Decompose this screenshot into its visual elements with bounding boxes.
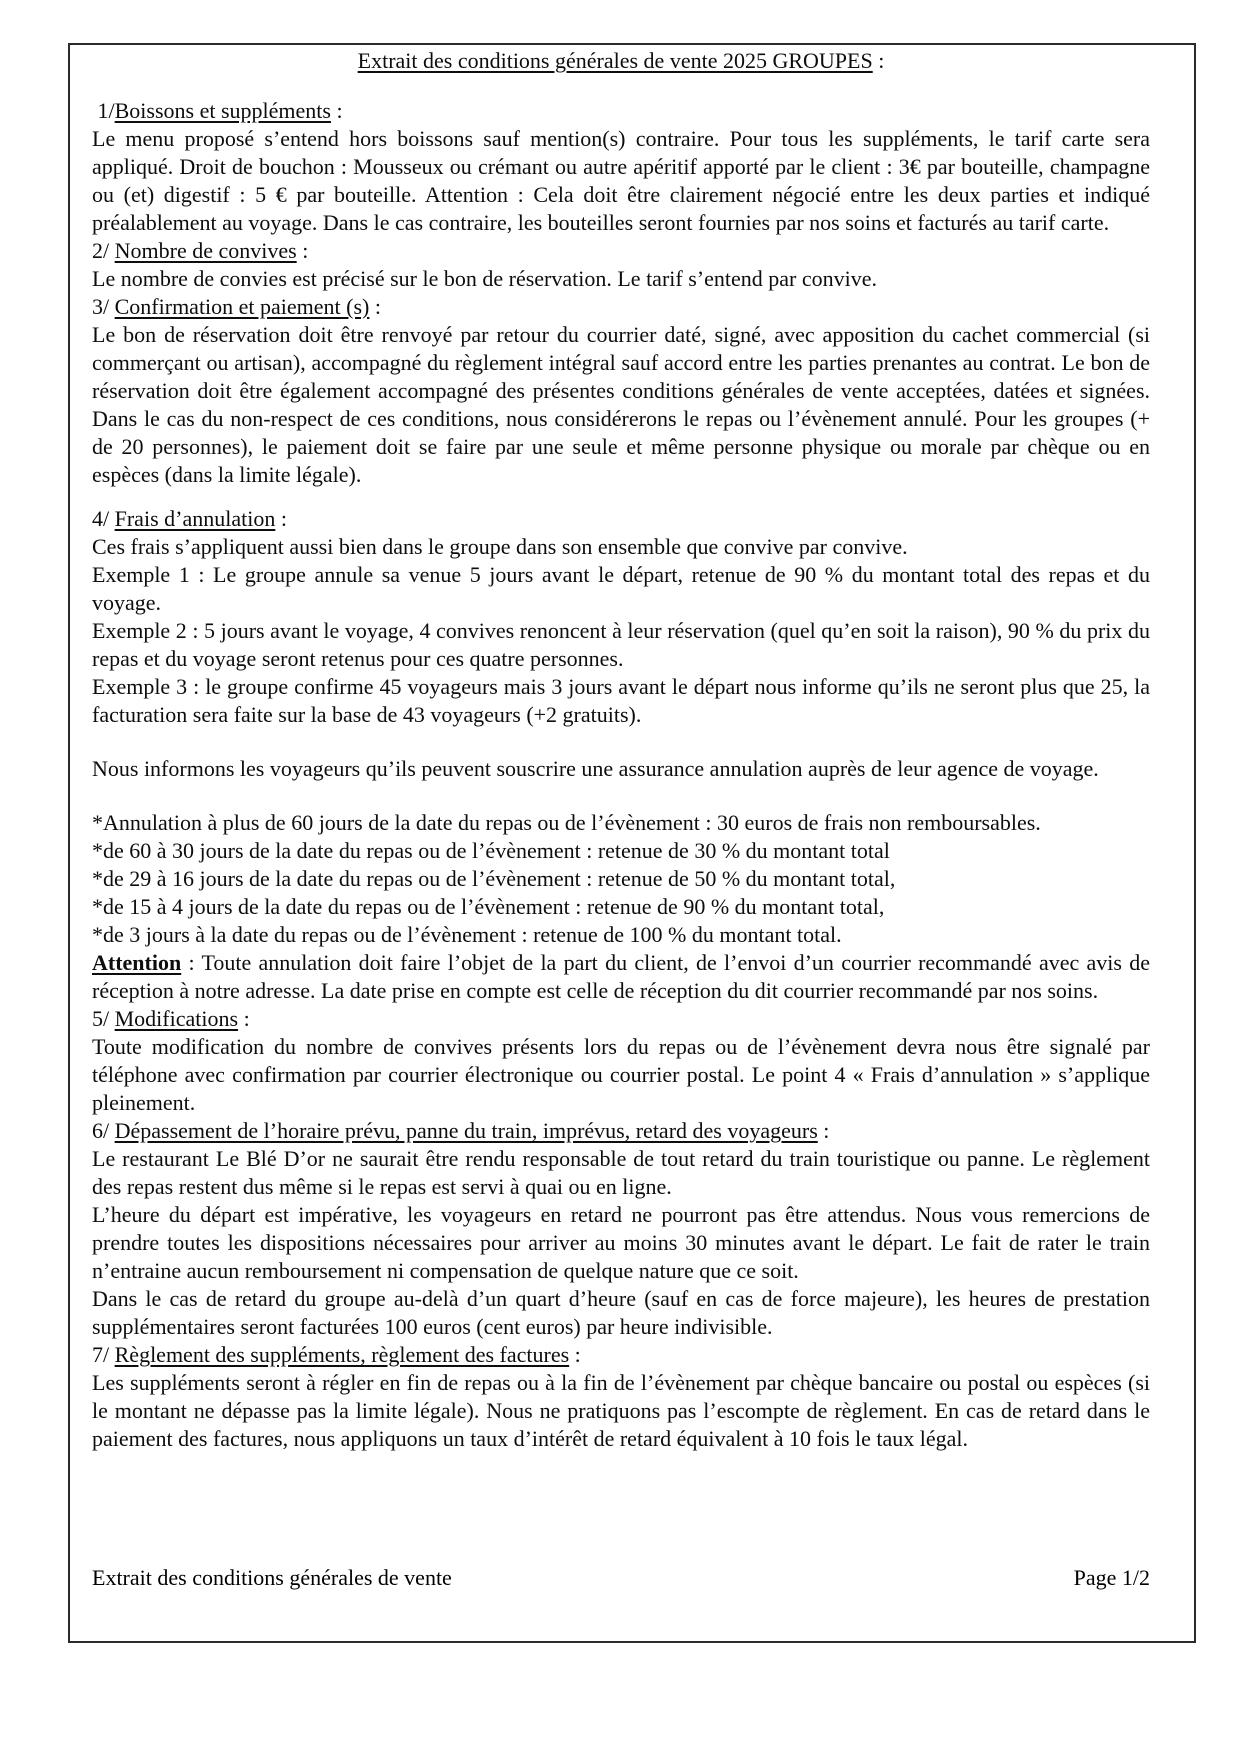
section-1-heading: 1/Boissons et suppléments : bbox=[92, 98, 343, 123]
section-6-paragraph-3: Dans le cas de retard du groupe au-delà d’un quart d’heure (sauf en cas de force majeure), les heures de prestation supplémentaires seront facturées 100 euros (cent euros) par heure indivisible. bbox=[92, 1286, 1150, 1339]
section-3-number: 3/ bbox=[92, 294, 115, 319]
section-2-number: 2/ bbox=[92, 238, 115, 263]
section-4-number: 4/ bbox=[92, 506, 115, 531]
document-title bbox=[92, 47, 1150, 75]
cancellation-fee-line: *de 60 à 30 jours de la date du repas ou de l’évènement : retenue de 30 % du montant total bbox=[92, 838, 890, 863]
page-border bbox=[68, 43, 1196, 1643]
section-4-paragraph-intro: Ces frais s’appliquent aussi bien dans le groupe dans son ensemble que convive par convive. bbox=[92, 534, 908, 559]
attention-notice bbox=[92, 949, 1150, 1005]
section-5-number: 5/ bbox=[92, 1006, 115, 1031]
cancellation-fee-line: *Annulation à plus de 60 jours de la date du repas ou de l’évènement : 30 euros de frais non remboursables. bbox=[92, 810, 1041, 835]
section-1-number: 1/ bbox=[92, 98, 115, 123]
section-2-heading: 2/ Nombre de convives : bbox=[92, 238, 309, 263]
section-6-number: 6/ bbox=[92, 1118, 115, 1143]
section-5-paragraph: Toute modification du nombre de convives présents lors du repas ou de l’évènement devra nous être signalé par téléphone avec confirmation par courrier électronique ou courrier postal. Le point 4 « Frais d’annulation » s’applique pleinement. bbox=[92, 1034, 1150, 1115]
section-5-heading: 5/ Modifications : bbox=[92, 1006, 250, 1031]
attention-label: Attention bbox=[92, 950, 182, 975]
section-6-paragraph-1: Le restaurant Le Blé D’or ne saurait être rendu responsable de tout retard du train touristique ou panne. Le règlement des repas restent dus même si le repas est servi à quai ou en ligne. bbox=[92, 1146, 1150, 1199]
section-6-paragraph-2: L’heure du départ est impérative, les voyageurs en retard ne pourront pas être attendus. Nous vous remercions de prendre toutes les dispositions nécessaires pour arriver au moins 30 minutes avant le départ. Le fait de rater le train n’entraine aucun remboursement ni compensation de quelque nature que ce soit. bbox=[92, 1202, 1150, 1283]
document-title-text: Extrait des conditions générales de vente 2025 GROUPES bbox=[357, 48, 873, 73]
section-4-title: Frais d’annulation bbox=[114, 506, 276, 531]
section-6-heading: 6/ Dépassement de l’horaire prévu, panne du train, imprévus, retard des voyageurs : bbox=[92, 1118, 830, 1143]
section-7-title: Règlement des suppléments, règlement des factures bbox=[114, 1342, 570, 1367]
attention-text: : Toute annulation doit faire l’objet de la part du client, de l’envoi d’un courrier recommandé avec avis de réception à notre adresse. La date prise en compte est celle de réception du dit courrier recommandé par nos soins. bbox=[92, 950, 1150, 1003]
section-7-paragraph: Les suppléments seront à régler en fin de repas ou à la fin de l’évènement par chèque bancaire ou postal ou espèces (si le montant ne dépasse pas la limite légale). Nous ne pratiquons pas l’escompte de règlement. En cas de retard dans le paiement des factures, nous appliquons un taux d’intérêt de retard équivalent à 10 fois le taux légal. bbox=[92, 1370, 1150, 1451]
cancellation-fee-line: *de 15 à 4 jours de la date du repas ou de l’évènement : retenue de 90 % du montant total, bbox=[92, 894, 885, 919]
document-title-colon: : bbox=[872, 48, 885, 73]
cancellation-fee-line: *de 3 jours à la date du repas ou de l’évènement : retenue de 100 % du montant total. bbox=[92, 922, 842, 947]
cancellation-fee-line: *de 29 à 16 jours de la date du repas ou de l’évènement : retenue de 50 % du montant total, bbox=[92, 866, 896, 891]
section-4-heading: 4/ Frais d’annulation : bbox=[92, 506, 287, 531]
page-footer bbox=[92, 1564, 1150, 1592]
section-3-paragraph: Le bon de réservation doit être renvoyé par retour du courrier daté, signé, avec apposition du cachet commercial (si commerçant ou artisan), accompagné du règlement intégral sauf accord entre les parties prenantes au contrat. Le bon de réservation doit être également accompagné des présentes conditions générales de vente acceptées, datées et signées. Dans le cas du non-respect de ces conditions, nous considérerons le repas ou l’évènement annulé. Pour les groupes (+ de 20 personnes), le paiement doit se faire par une seule et même personne physique ou morale par chèque ou en espèces (dans la limite légale). bbox=[92, 322, 1150, 487]
section-1-paragraph: Le menu proposé s’entend hors boissons sauf mention(s) contraire. Pour tous les suppléments, le tarif carte sera appliqué. Droit de bouchon : Mousseux ou crémant ou autre apéritif apporté par le client : 3€ par bouteille, champagne ou (et) digestif : 5 € par bouteille. Attention : Cela doit être clairement négocié entre les deux parties et indiqué préalablement au voyage. Dans le cas contraire, les bouteilles seront fournies par nos soins et facturés au tarif carte. bbox=[92, 126, 1150, 235]
section-7-number: 7/ bbox=[92, 1342, 115, 1367]
footer-page-number: Page 1/2 bbox=[1073, 1565, 1150, 1590]
section-4-example-3: Exemple 3 : le groupe confirme 45 voyageurs mais 3 jours avant le départ nous informe qu’ils ne seront plus que 25, la facturation sera faite sur la base de 43 voyageurs (+2 gratuits). bbox=[92, 674, 1150, 727]
section-2-title: Nombre de convives bbox=[114, 238, 297, 263]
section-2-paragraph: Le nombre de convies est précisé sur le bon de réservation. Le tarif s’entend par convive. bbox=[92, 266, 877, 291]
section-7-heading: 7/ Règlement des suppléments, règlement des factures : bbox=[92, 1342, 581, 1367]
section-1-title: Boissons et suppléments bbox=[114, 98, 331, 123]
section-6-title: Dépassement de l’horaire prévu, panne du train, imprévus, retard des voyageurs bbox=[114, 1118, 818, 1143]
insurance-note: Nous informons les voyageurs qu’ils peuvent souscrire une assurance annulation auprès de leur agence de voyage. bbox=[92, 756, 1099, 781]
section-4-example-2: Exemple 2 : 5 jours avant le voyage, 4 convives renoncent à leur réservation (quel qu’en soit la raison), 90 % du prix du repas et du voyage seront retenus pour ces quatre personnes. bbox=[92, 618, 1150, 671]
section-5-title: Modifications bbox=[114, 1006, 239, 1031]
section-4-example-1: Exemple 1 : Le groupe annule sa venue 5 jours avant le départ, retenue de 90 % du montant total des repas et du voyage. bbox=[92, 562, 1150, 615]
footer-document-title: Extrait des conditions générales de vente bbox=[92, 1565, 452, 1590]
section-3-title: Confirmation et paiement (s) bbox=[114, 294, 370, 319]
section-3-heading: 3/ Confirmation et paiement (s) : bbox=[92, 294, 382, 319]
